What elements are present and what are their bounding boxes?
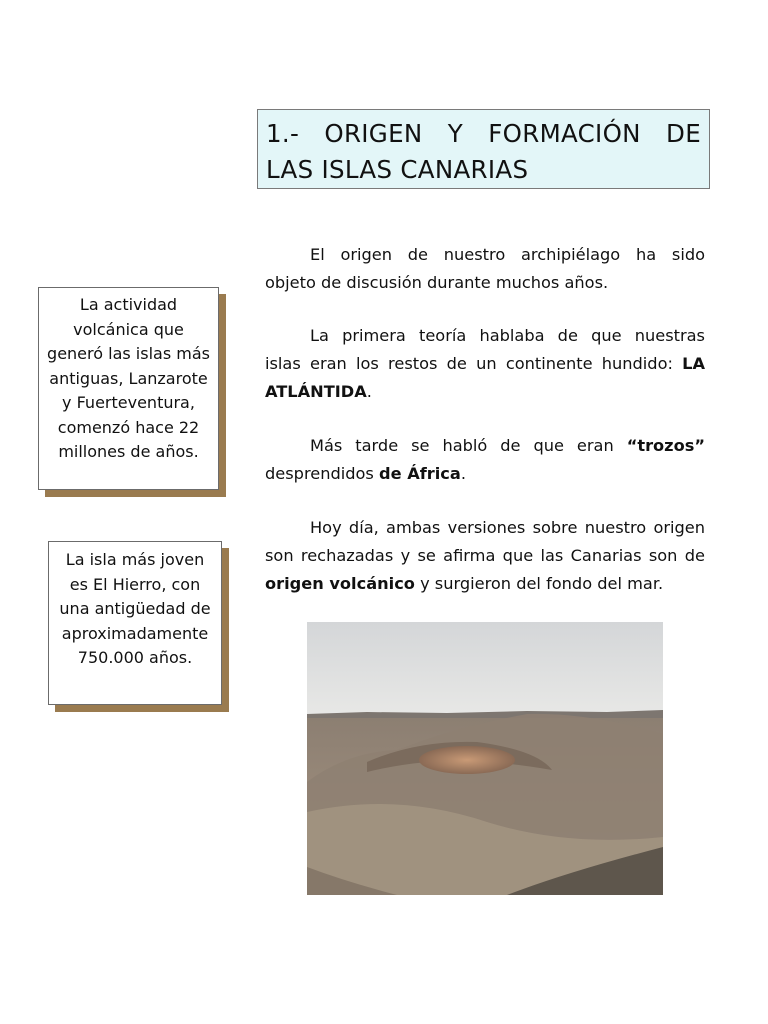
paragraph-text: Más tarde se habló de que eran (310, 436, 627, 455)
paragraph-line (265, 350, 705, 378)
title-line-1: 1.- ORIGEN Y FORMACIÓN DE (266, 119, 701, 148)
side-note-line: 750.000 años. (77, 648, 193, 667)
side-note-line: aproximadamente (61, 623, 209, 643)
paragraph-text: islas eran los restos de un continente hundido: (265, 354, 683, 373)
side-note-youngest-island (48, 541, 222, 705)
emphasis-text: de África (379, 464, 461, 483)
paragraph-line: son rechazadas y se afirma que las Canarias son de (265, 546, 705, 565)
side-note-line: millones de años. (58, 442, 199, 461)
paragraph-line (265, 570, 705, 598)
emphasis-text: origen volcánico (265, 574, 415, 593)
paragraph-line (265, 432, 705, 460)
paragraph-origin (265, 241, 705, 297)
emphasis-text: ATLÁNTIDA (265, 382, 367, 401)
side-note-line: comenzó hace 22 (57, 417, 200, 437)
side-note-oldest-islands (38, 287, 219, 490)
side-note-line: generó las islas más (47, 344, 210, 363)
side-note-line: La actividad (79, 295, 178, 314)
paragraph-text: . (460, 464, 466, 483)
paragraph-line: La primera teoría hablaba de que nuestras (310, 326, 705, 345)
paragraph-text: desprendidos (265, 464, 379, 483)
side-note-line: es El Hierro, con (69, 574, 201, 594)
emphasis-text: LA (682, 354, 705, 373)
side-note-line: volcánica que (73, 319, 184, 339)
side-note-line: antiguas, Lanzarote (49, 368, 208, 388)
side-note-line: una antigüedad de (59, 599, 211, 618)
paragraph-line (265, 460, 705, 488)
crater-rim (419, 746, 515, 774)
side-note-line: y Fuerteventura, (62, 393, 195, 412)
paragraph-text: y surgieron del fondo del mar. (414, 574, 664, 593)
paragraph-line: El origen de nuestro archipiélago ha sido (310, 245, 705, 264)
paragraph-line: objeto de discusión durante muchos años. (265, 273, 609, 292)
paragraph-line (265, 378, 705, 406)
paragraph-line: Hoy día, ambas versiones sobre nuestro origen (310, 518, 705, 537)
side-note-line: La isla más joven (65, 550, 205, 569)
volcano-photo (307, 622, 663, 895)
sky (307, 622, 663, 722)
paragraph-text: . (366, 382, 372, 401)
paragraph-volcanic-origin (265, 514, 705, 598)
title-box (257, 109, 710, 189)
emphasis-text: “trozos” (626, 436, 705, 455)
title-line-2: LAS ISLAS CANARIAS (266, 155, 529, 184)
paragraph-africa-theory (265, 432, 705, 488)
paragraph-atlantis-theory (265, 322, 705, 406)
